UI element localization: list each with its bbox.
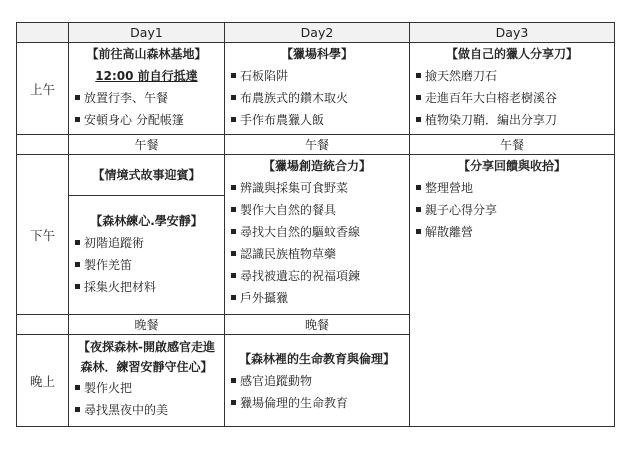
lunch-day2: 午餐 <box>225 135 410 155</box>
header-day3: Day3 <box>410 23 615 43</box>
afternoon-day1-title-b: 【森林練心.學安靜】 <box>90 214 203 228</box>
evening-day2-list <box>231 370 403 414</box>
period-afternoon: 下午 <box>17 155 69 315</box>
list-item: 辨識與採集可食野菜 <box>231 177 403 199</box>
list-item: 植物染刀鞘．編出分享刀 <box>416 109 608 131</box>
header-row <box>17 23 615 43</box>
lunch-day3: 午餐 <box>410 135 615 155</box>
header-day1: Day1 <box>69 23 225 43</box>
list-item: 尋找被遺忘的祝福項鍊 <box>231 265 403 287</box>
afternoon-day3-cell <box>410 155 615 427</box>
list-item: 獵場倫理的生命教育 <box>231 392 403 414</box>
evening-day1-list <box>75 377 218 421</box>
period-morning: 上午 <box>17 43 69 135</box>
afternoon-row <box>17 155 615 315</box>
list-item: 布農族式的鑽木取火 <box>231 87 403 109</box>
dinner-blank <box>17 315 69 335</box>
morning-day1-list <box>75 87 218 131</box>
list-item: 製作羌笛 <box>75 254 218 276</box>
afternoon-day1-title-a: 【情境式故事迎賓】 <box>92 168 201 182</box>
header-corner <box>17 23 69 43</box>
list-item: 初階追蹤術 <box>75 232 218 254</box>
evening-day2-cell <box>225 335 410 427</box>
period-evening: 晚上 <box>17 335 69 427</box>
dinner-day1: 晚餐 <box>69 315 225 335</box>
morning-day2-list <box>231 65 403 131</box>
list-item: 解散離營 <box>416 221 608 243</box>
afternoon-day3-title: 【分享回饋與收拾】 <box>457 159 566 173</box>
afternoon-day1-divider <box>69 195 224 196</box>
list-item: 整理營地 <box>416 177 608 199</box>
morning-day3-cell <box>410 43 615 135</box>
morning-day2-cell <box>225 43 410 135</box>
afternoon-day2-title: 【獵場創造統合力】 <box>262 159 371 173</box>
dinner-day2: 晚餐 <box>225 315 410 335</box>
list-item: 尋找黑夜中的美 <box>75 399 218 421</box>
evening-day1-title: 【夜探森林-開啟感官走進森林．練習安靜守住心】 <box>78 340 215 374</box>
list-item: 安頓身心 分配帳篷 <box>75 109 218 131</box>
list-item: 石板陷阱 <box>231 65 403 87</box>
evening-day1-cell <box>69 335 225 427</box>
afternoon-day1-list <box>75 232 218 298</box>
evening-day2-title: 【森林裡的生命教育與倫理】 <box>238 351 395 366</box>
morning-row <box>17 43 615 135</box>
afternoon-day1-cell <box>69 155 225 315</box>
list-item: 感官追蹤動物 <box>231 370 403 392</box>
morning-day1-title: 【前往高山森林基地】 <box>86 47 207 61</box>
list-item: 戶外攝獵 <box>231 287 403 309</box>
lunch-blank <box>17 135 69 155</box>
lunch-row <box>17 135 615 155</box>
lunch-day1: 午餐 <box>69 135 225 155</box>
list-item: 親子心得分享 <box>416 199 608 221</box>
list-item: 製作大自然的餐具 <box>231 199 403 221</box>
afternoon-day3-list <box>416 177 608 243</box>
list-item: 採集火把材料 <box>75 276 218 298</box>
afternoon-day2-list <box>231 177 403 309</box>
header-day2: Day2 <box>225 23 410 43</box>
afternoon-day2-cell <box>225 155 410 315</box>
morning-day1-subtitle: 12:00 前自行抵達 <box>95 69 198 83</box>
list-item: 走進百年大白榕老樹溪谷 <box>416 87 608 109</box>
list-item: 手作布農獵人飯 <box>231 109 403 131</box>
list-item: 撿天然磨刀石 <box>416 65 608 87</box>
list-item: 尋找大自然的驅蚊香線 <box>231 221 403 243</box>
schedule-table <box>16 22 615 427</box>
morning-day1-cell <box>69 43 225 135</box>
list-item: 製作火把 <box>75 377 218 399</box>
morning-day3-list <box>416 65 608 131</box>
morning-day3-title: 【做自己的獵人分享刀】 <box>445 47 578 61</box>
morning-day2-title: 【獵場科學】 <box>280 47 353 61</box>
list-item: 認識民族植物草藥 <box>231 243 403 265</box>
list-item: 放置行李、午餐 <box>75 87 218 109</box>
